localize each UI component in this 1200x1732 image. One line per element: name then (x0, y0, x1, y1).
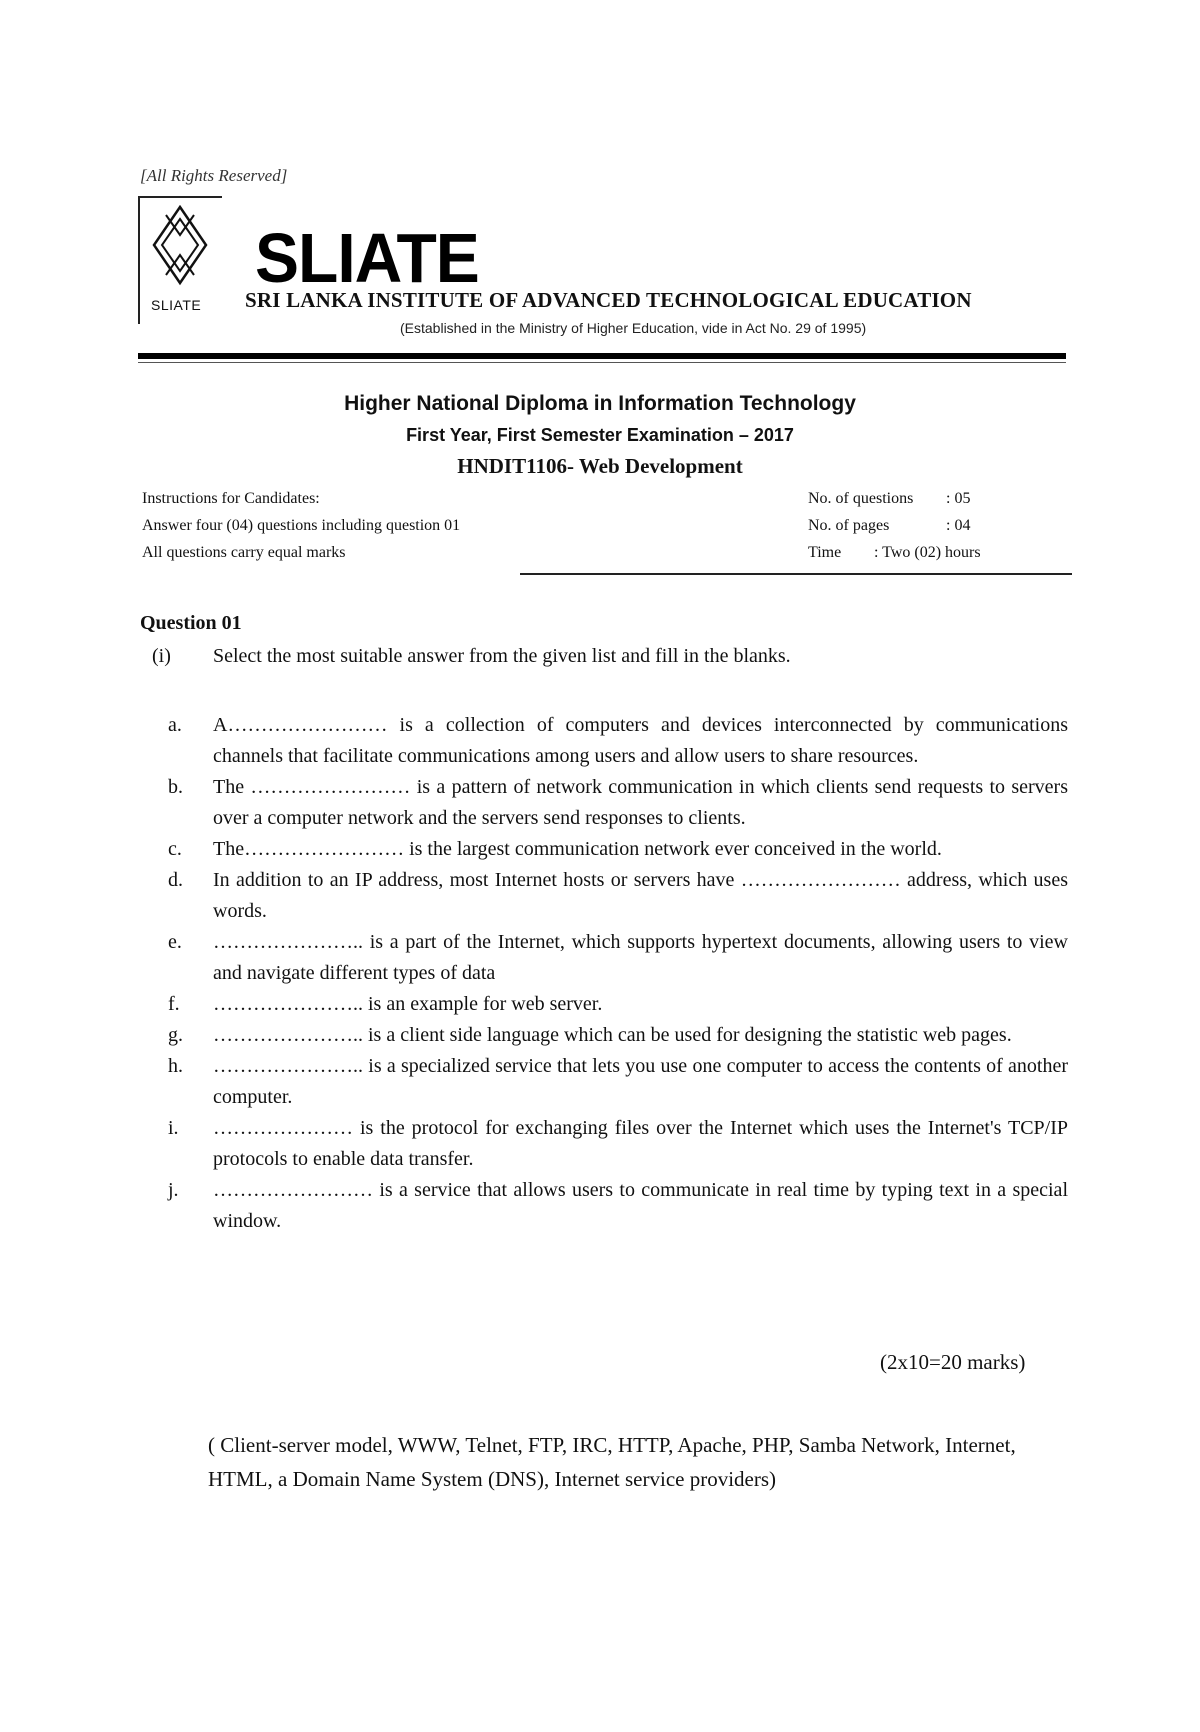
meta-value: : 04 (946, 517, 971, 534)
item-text: ………………….. is a part of the Internet, which supports hypertext documents, allowing users to view and navigate different types of data (213, 931, 1068, 984)
programme-title: Higher National Diploma in Information Technology (344, 392, 856, 415)
logo-caption: SLIATE (151, 297, 202, 313)
list-item (168, 1175, 1068, 1237)
meta-value: : 05 (946, 490, 971, 507)
meta-time (808, 544, 981, 562)
item-letter: a. (168, 714, 182, 736)
meta-questions (808, 490, 970, 508)
question-heading: Question 01 (140, 612, 242, 634)
brand-title: SLIATE (255, 219, 479, 297)
item-letter: i. (168, 1117, 179, 1139)
item-letter: g. (168, 1024, 183, 1046)
institute-name: SRI LANKA INSTITUTE OF ADVANCED TECHNOLOGICAL EDUCATION (245, 288, 972, 312)
item-text: A…………………… is a collection of computers and devices interconnected by communications channels that facilitate communications among users and allow users to share resources. (213, 714, 1068, 767)
meta-value: : Two (02) hours (874, 544, 981, 561)
rights-notice: [All Rights Reserved] (140, 166, 288, 185)
sliate-logo-icon (148, 205, 212, 295)
item-text: ………………….. is a client side language which can be used for designing the statistic web pages. (213, 1024, 1012, 1046)
item-text: The…………………… is the largest communication network ever conceived in the world. (213, 838, 942, 860)
list-item (168, 865, 1068, 927)
list-item (168, 989, 1068, 1020)
course-title: HNDIT1106- Web Development (457, 454, 743, 478)
item-letter: c. (168, 838, 182, 860)
meta-pages (808, 517, 970, 535)
list-item (168, 834, 1068, 865)
item-text: ………………….. is an example for web server. (213, 993, 603, 1015)
instructions-divider (520, 573, 1072, 575)
institute-subtitle: (Established in the Ministry of Higher Education, vide in Act No. 29 of 1995) (400, 320, 867, 336)
meta-label: No. of pages (808, 517, 890, 534)
item-text: ………………… is the protocol for exchanging files over the Internet which uses the Internet's TCP/IP protocols to enable data transfer. (213, 1117, 1068, 1170)
header-divider (138, 353, 1066, 359)
item-text: The …………………… is a pattern of network communication in which clients send requests to servers over a computer network and the servers send responses to clients. (213, 776, 1068, 829)
item-letter: b. (168, 776, 183, 798)
marks-allocation: (2x10=20 marks) (880, 1350, 1026, 1374)
item-letter: j. (168, 1179, 179, 1201)
item-letter: d. (168, 869, 183, 891)
question-items (168, 710, 1068, 1237)
list-item (168, 710, 1068, 772)
instructions-title: Instructions for Candidates: (142, 490, 320, 507)
item-letter: h. (168, 1055, 183, 1077)
list-item (168, 927, 1068, 989)
answer-options: ( Client-server model, WWW, Telnet, FTP, IRC, HTTP, Apache, PHP, Samba Network, Internet, HTML, a Domain Name System (DNS), Internet service providers) (208, 1433, 1016, 1491)
list-item (168, 1113, 1068, 1175)
item-letter: e. (168, 931, 182, 953)
instruction-line: All questions carry equal marks (142, 544, 346, 561)
item-text: …………………… is a service that allows users to communicate in real time by typing text in a special window. (213, 1179, 1068, 1232)
item-letter: f. (168, 993, 180, 1015)
item-text: In addition to an IP address, most Internet hosts or servers have …………………… address, which uses words. (213, 869, 1068, 922)
instruction-line: Answer four (04) questions including question 01 (142, 517, 461, 534)
exam-year: First Year, First Semester Examination – 2017 (406, 425, 794, 445)
list-item (168, 1051, 1068, 1113)
meta-label: Time (808, 544, 842, 561)
list-item (168, 772, 1068, 834)
meta-label: No. of questions (808, 490, 914, 507)
question-part-number: (i) (152, 645, 171, 667)
question-stem: Select the most suitable answer from the given list and fill in the blanks. (213, 645, 791, 667)
item-text: ………………….. is a specialized service that lets you use one computer to access the contents of another computer. (213, 1055, 1068, 1108)
header-divider-thin (138, 362, 1066, 363)
list-item (168, 1020, 1068, 1051)
